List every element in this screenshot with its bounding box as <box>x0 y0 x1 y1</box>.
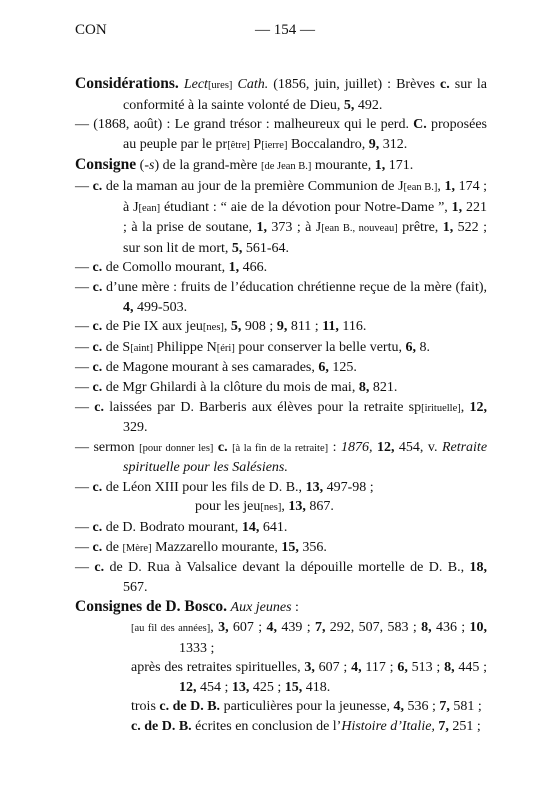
entry-text: 1, <box>256 220 267 236</box>
entry-text: 497-98 ; <box>323 479 374 495</box>
entry-text: 11, <box>322 319 339 335</box>
entry-text: 567. <box>123 579 148 595</box>
entry-text: : <box>328 439 341 455</box>
entry-text: 7, <box>314 620 326 636</box>
entry-text: proposées au peuple par le pr <box>123 117 487 152</box>
entry-text: c. <box>92 319 103 335</box>
entry-text: c. <box>440 77 450 92</box>
entry-text: 329. <box>123 420 148 436</box>
index-entry <box>75 74 487 115</box>
entry-text: 607 ; <box>228 620 267 636</box>
index-entry <box>75 438 487 478</box>
entry-text: P <box>249 136 262 152</box>
entry-text: 356. <box>298 539 327 555</box>
entry-text: Retraite spirituelle pour les Salésiens. <box>123 439 488 476</box>
entry-text: 6, <box>405 339 416 355</box>
entry-text: Aux jeunes <box>230 600 292 616</box>
entry-text: , <box>223 319 231 335</box>
entry-text: ( <box>136 158 145 174</box>
entry-text: de Comollo mourant, <box>102 260 229 276</box>
entry-text: 1, <box>451 199 463 215</box>
index-entry <box>75 518 487 538</box>
index-entry <box>75 717 487 737</box>
entry-text: 221 ; à la prise de soutane, <box>123 199 487 236</box>
entry-text: de Léon XIII pour les fils de D. B., <box>102 479 306 495</box>
entry-text: pour conserver la belle vertu, <box>234 339 406 355</box>
entry-text: 12, <box>376 439 395 455</box>
running-head: CON <box>75 22 107 38</box>
entry-text: c. <box>92 520 103 536</box>
entry-text: — <box>75 360 93 376</box>
entry-text: 15, <box>281 539 299 555</box>
entry-text: [ean B.] <box>403 181 438 193</box>
entry-text: étudiant : “ aie de la dévotion pour Notre-Dame ”, <box>160 199 452 215</box>
page-header <box>75 22 488 42</box>
entry-text: 312. <box>379 136 408 152</box>
index-entry <box>75 317 487 338</box>
entry-text: (1856, juin, juillet) : Brèves <box>268 77 440 92</box>
entry-text: 492. <box>354 97 383 113</box>
entry-text: c. <box>92 178 103 194</box>
entry-text: , <box>210 620 219 636</box>
entry-text: de la maman au jour de la première Communion de J <box>102 178 404 194</box>
entry-text: [Mère] <box>122 542 152 554</box>
entry-text: Lect <box>183 77 208 92</box>
entry-text: [irituelle] <box>421 402 461 414</box>
entry-text: 174 ; à J <box>123 178 488 215</box>
index-entry <box>75 378 487 398</box>
entry-text: 1, <box>444 178 455 194</box>
entry-text: 811 ; <box>287 319 323 335</box>
entry-text: 4, <box>266 620 278 636</box>
entry-text: 1, <box>442 220 454 236</box>
entry-text: 14, <box>241 520 260 536</box>
entry-text: Boccalandro, <box>287 136 369 152</box>
entry-text: [éri] <box>216 342 235 354</box>
entry-text: Cath. <box>237 77 269 92</box>
entry-text: écrites en conclusion de l’ <box>191 719 342 734</box>
entry-text: 10, <box>469 620 488 636</box>
entry-text: : <box>291 600 299 616</box>
entry-text: après des retraites spirituelles, <box>131 660 305 676</box>
index-entry <box>75 115 487 155</box>
entry-text: 5, <box>230 319 242 335</box>
index-entry <box>75 597 487 618</box>
entry-text: c. <box>92 260 103 276</box>
entry-text: — <box>75 319 93 335</box>
entry-text: 117 ; <box>361 660 398 676</box>
entry-text: de Mgr Ghilardi à la clôture du mois de mai, <box>102 379 359 395</box>
entry-text: c. <box>217 439 228 455</box>
entry-text: 561-64. <box>242 240 290 256</box>
entry-text: [ierre] <box>261 139 288 151</box>
entry-text: c. <box>92 539 103 555</box>
entry-text: 12, <box>469 399 488 415</box>
entry-text: 641. <box>259 520 288 536</box>
index-entry <box>75 618 487 658</box>
entry-text: 18, <box>469 560 488 576</box>
entry-text: c. <box>92 379 103 395</box>
entry-text: — sermon <box>75 439 140 455</box>
index-entry <box>75 278 487 317</box>
entry-text: [au fil des années] <box>131 623 211 635</box>
entry-text: — (1868, août) : Le grand trésor : malheureux qui le perd. <box>75 117 414 133</box>
entry-text: 15, <box>284 679 303 695</box>
entry-text: 9, <box>276 319 288 335</box>
entry-text: 8, <box>358 379 370 395</box>
entry-text: [à la fin de la retraite] <box>232 442 329 454</box>
entry-text: 908 ; <box>241 319 277 335</box>
entry-text: 251 ; <box>448 719 481 734</box>
entry-text: 6, <box>318 360 329 376</box>
entry-text: — <box>75 178 93 194</box>
entry-text: 821. <box>369 379 398 395</box>
entry-text: mourante, <box>311 158 375 174</box>
entry-text: 8, <box>444 660 455 676</box>
page-number: — 154 — <box>255 22 315 38</box>
entry-text: Mazzarello mourante, <box>151 539 282 555</box>
entry-text: 171. <box>385 158 414 174</box>
entry-text: — <box>75 260 93 276</box>
entry-text: 13, <box>305 479 324 495</box>
entry-text: 13, <box>288 499 306 515</box>
entry-text: — <box>75 279 93 295</box>
entry-text: 12, <box>179 679 197 695</box>
index-entry <box>75 658 487 697</box>
entry-text: de <box>102 539 123 555</box>
entry-text: particulières pour la jeunesse, <box>220 699 394 715</box>
entry-text: — <box>75 399 95 415</box>
index-entry <box>75 338 487 359</box>
entry-text: 13, <box>231 679 250 695</box>
entry-text: — <box>75 520 93 536</box>
entry-text: [aint] <box>130 342 153 354</box>
entry-text: 867. <box>305 499 334 515</box>
entry-text: [être] <box>227 139 250 151</box>
entry-text: Consigne <box>75 156 137 174</box>
entry-text: , <box>281 499 289 515</box>
entry-text: [ean B., nouveau] <box>321 223 398 235</box>
entry-text: 7, <box>439 699 450 715</box>
entry-text: 6, <box>397 660 408 676</box>
entry-text: 454 ; <box>196 679 232 695</box>
entry-text: Considérations. <box>75 75 179 92</box>
entry-text: 499-503. <box>133 299 188 315</box>
entry-text: — <box>75 339 93 355</box>
entry-text: c. <box>92 279 103 295</box>
entry-text: — <box>75 479 93 495</box>
entry-text: 4, <box>123 299 134 315</box>
entry-text: prêtre, <box>397 220 443 236</box>
index-entry <box>75 398 487 438</box>
entry-text: 466. <box>239 260 268 276</box>
index-entry <box>75 538 487 559</box>
entry-text: C. <box>413 117 427 133</box>
entry-text: 522 ; sur son lit de mort, <box>123 220 487 256</box>
entry-text: 513 ; <box>407 660 445 676</box>
entry-text: de Pie IX aux jeu <box>102 319 203 335</box>
entry-text: 439 ; <box>277 620 315 636</box>
entry-text: — <box>75 379 93 395</box>
index-entries <box>75 74 487 737</box>
entry-text: laissées par D. Barberis aux élèves pour la retraite sp <box>103 399 422 415</box>
entry-text: -s <box>144 158 155 174</box>
entry-text: 1, <box>228 260 240 276</box>
index-entry <box>75 258 487 278</box>
entry-text: Histoire d’Italie, <box>341 719 435 734</box>
entry-text: 536 ; <box>403 699 440 715</box>
entry-text: de D. Bodrato mourant, <box>102 520 242 536</box>
entry-text: 373 ; à J <box>266 220 322 236</box>
entry-text: [ean] <box>138 202 161 214</box>
entry-text: de S <box>102 339 131 355</box>
entry-text: 5, <box>231 240 243 256</box>
entry-text: 4, <box>393 699 404 715</box>
index-entry <box>75 478 487 498</box>
index-entry <box>75 558 487 597</box>
entry-text: , <box>460 399 470 415</box>
entry-text: 445 ; <box>454 660 488 676</box>
index-entry <box>75 497 487 518</box>
entry-text: 425 ; <box>249 679 285 695</box>
entry-text: sur la conformité à la sainte volonté de Dieu, <box>123 77 488 113</box>
entry-text: 292, 507, 583 ; <box>325 620 422 636</box>
entry-text: , <box>437 178 445 194</box>
entry-text: 581 ; <box>449 699 482 715</box>
entry-text: 3, <box>218 620 229 636</box>
entry-text: 8. <box>415 339 430 355</box>
entry-text: c. <box>94 399 104 415</box>
entry-text: 607 ; <box>314 660 352 676</box>
entry-text: c. <box>92 360 103 376</box>
entry-text: [de Jean B.] <box>260 161 312 173</box>
entry-text: [pour donner les] <box>139 442 214 454</box>
entry-text: c. <box>94 560 105 576</box>
entry-text: 5, <box>343 97 355 113</box>
entry-text: 8, <box>421 620 432 636</box>
entry-text: 1876, <box>340 439 373 455</box>
entry-text: 125. <box>328 360 357 376</box>
entry-text: [nes] <box>260 502 282 514</box>
entry-text: de Magone mourant à ses camarades, <box>102 360 319 376</box>
entry-text: — <box>75 560 95 576</box>
entry-text: — <box>75 539 93 555</box>
entry-text: [nes] <box>202 322 224 334</box>
entry-text: 436 ; <box>431 620 470 636</box>
index-entry <box>75 358 487 378</box>
entry-text: 4, <box>351 660 362 676</box>
entry-text: ) de la grand-mère <box>154 158 261 174</box>
entry-text: 1, <box>374 158 386 174</box>
entry-text: 7, <box>438 719 449 734</box>
index-entry <box>75 155 487 177</box>
entry-text: Philippe N <box>152 339 217 355</box>
entry-text: pour les jeu <box>195 499 261 515</box>
entry-text: de D. Rua à Valsalice devant la dépouille mortelle de D. B., <box>104 560 470 576</box>
entry-text: 116. <box>338 319 367 335</box>
entry-text: 9, <box>368 136 380 152</box>
index-entry <box>75 697 487 717</box>
entry-text: [ures] <box>207 80 233 91</box>
entry-text: 418. <box>302 679 331 695</box>
entry-text: Consignes de D. Bosco. <box>75 598 228 616</box>
entry-text: c. de D. B. <box>131 719 192 734</box>
entry-text: 1333 ; <box>179 640 215 656</box>
entry-text: 3, <box>304 660 315 676</box>
entry-text: 454, v. <box>394 439 442 455</box>
entry-text: c. <box>92 339 103 355</box>
index-entry <box>75 177 487 258</box>
entry-text: trois <box>131 699 160 715</box>
entry-text: d’une mère : fruits de l’éducation chrétienne reçue de la mère (fait), <box>102 279 487 295</box>
entry-text: c. de D. B. <box>159 699 221 715</box>
entry-text: c. <box>92 479 103 495</box>
